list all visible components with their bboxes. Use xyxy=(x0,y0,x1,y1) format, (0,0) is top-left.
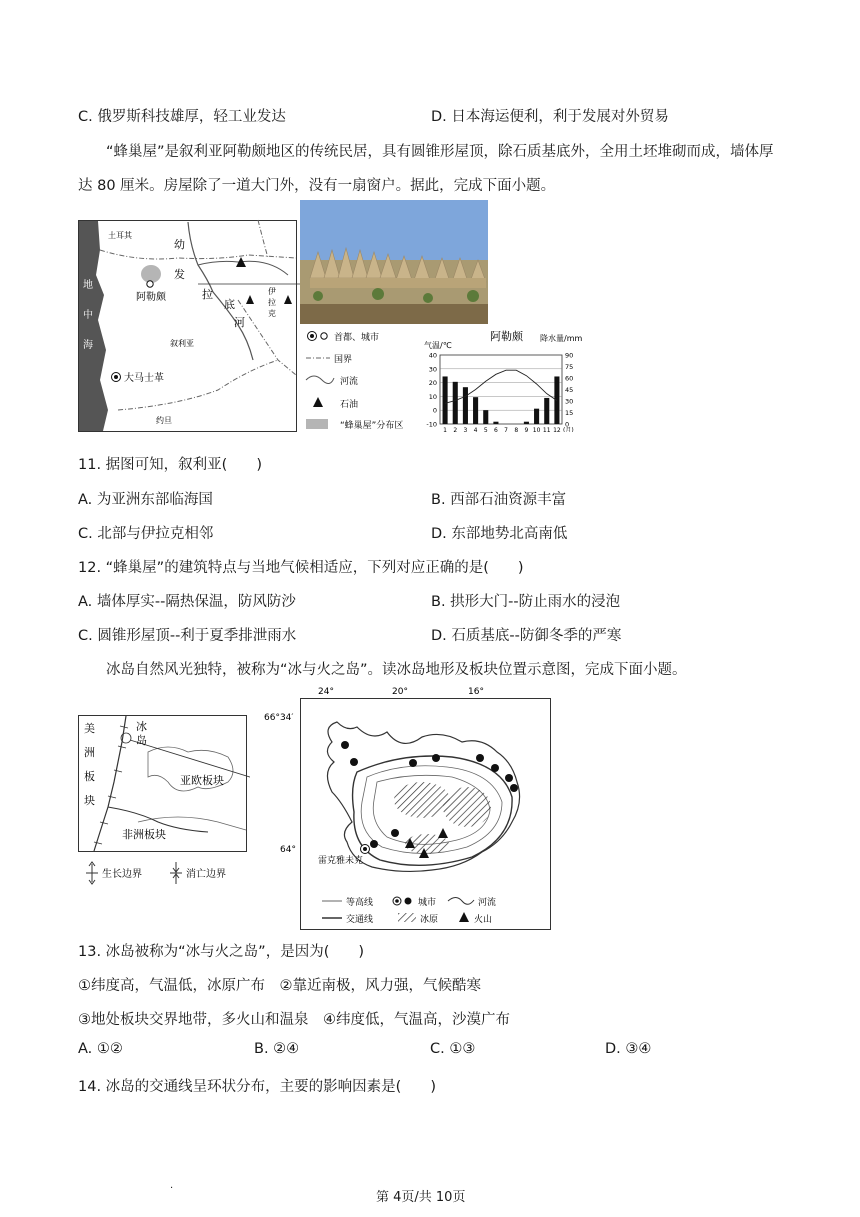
temp-tick-label: 0 xyxy=(432,406,437,415)
legend-road: 交通线 xyxy=(346,915,374,925)
q12-option-d: D. 石质基底--防御冬季的严寒 xyxy=(431,628,622,644)
precip-bar-9 xyxy=(524,422,529,424)
legend-glacier: 冰原 xyxy=(420,915,439,925)
label-lon-24: 24° xyxy=(318,687,334,697)
label-damascus: 大马士革 xyxy=(124,373,164,384)
label-american-plate-3: 板 xyxy=(84,770,95,783)
label-euphrates-4: 底 xyxy=(224,298,235,311)
q13-option-a: A. ①② xyxy=(78,1041,123,1057)
month-tick-label: 7 xyxy=(504,427,508,432)
legend-city: 城市 xyxy=(418,898,437,908)
temp-axis-label: 气温/℃ xyxy=(424,341,452,350)
q13-statement-line1: ①纬度高，气温低，冰原广布 ②靠近南极，风力强，气候酷寒 xyxy=(78,978,481,994)
precip-bar-6 xyxy=(493,422,498,424)
precip-bar-4 xyxy=(473,397,478,424)
month-tick-label: 12 xyxy=(553,427,561,432)
temp-tick-label: 40 xyxy=(428,351,437,360)
label-euphrates-2: 发 xyxy=(174,268,185,281)
legend-capital-city: 首都、城市 xyxy=(334,333,380,343)
q13-statement-line2: ③地处板块交界地带，多火山和温泉 ④纬度低，气温高，沙漠广布 xyxy=(78,1012,510,1028)
precip-bar-11 xyxy=(544,398,549,424)
label-sea-2: 中 xyxy=(83,310,93,321)
label-syria: 叙利亚 xyxy=(170,339,194,348)
q14-stem: 14. 冰岛的交通线呈环状分布，主要的影响因素是( ) xyxy=(78,1079,436,1095)
label-sea-1: 地 xyxy=(83,280,93,291)
precip-bar-5 xyxy=(483,410,488,424)
precip-bar-1 xyxy=(443,376,448,424)
precip-bar-2 xyxy=(453,382,458,424)
q10-option-d: D. 日本海运便利，利于发展对外贸易 xyxy=(431,109,669,125)
month-label: (月) xyxy=(563,427,574,432)
q13-option-d: D. ③④ xyxy=(605,1041,652,1057)
q13-option-b: B. ②④ xyxy=(254,1041,300,1057)
label-african-plate: 非洲板块 xyxy=(122,828,166,841)
label-american-plate-1: 美 xyxy=(84,722,95,735)
precip-tick-label: 60 xyxy=(565,374,574,383)
month-tick-label: 1 xyxy=(443,427,447,432)
q13-option-c: C. ①③ xyxy=(430,1041,476,1057)
precip-tick-label: 75 xyxy=(565,363,574,371)
figure-plates xyxy=(78,712,250,892)
label-sea-3: 海 xyxy=(83,340,93,351)
month-tick-label: 9 xyxy=(524,427,529,432)
month-tick-label: 5 xyxy=(483,427,488,432)
label-jordan: 约旦 xyxy=(156,416,172,425)
label-iceland-1: 冰 xyxy=(136,720,147,733)
label-iceland-2: 岛 xyxy=(136,734,147,747)
subduction-boundary-icon xyxy=(170,862,182,884)
label-american-plate-4: 块 xyxy=(84,794,95,807)
growth-boundary-icon xyxy=(86,862,98,884)
precip-tick-label: 90 xyxy=(565,351,574,360)
month-tick-label: 11 xyxy=(542,427,551,432)
q11-option-b: B. 西部石油资源丰富 xyxy=(431,492,567,508)
precip-tick-label: 15 xyxy=(565,409,574,417)
q11-stem: 11. 据图可知，叙利亚( ) xyxy=(78,457,262,473)
legend-oil: 石油 xyxy=(340,400,359,410)
q12-stem: 12. “蜂巢屋”的建筑特点与当地气候相适应，下列对应正确的是( ) xyxy=(78,560,524,576)
legend-border: 国界 xyxy=(334,355,353,365)
month-tick-label: 3 xyxy=(463,427,468,432)
plates-svg xyxy=(78,712,250,892)
q11-option-c: C. 北部与伊拉克相邻 xyxy=(78,526,214,542)
label-iraq-1: 伊 xyxy=(268,287,276,296)
month-tick-label: 4 xyxy=(473,427,478,432)
label-lon-20: 20° xyxy=(392,687,408,697)
figure-iceland xyxy=(262,682,557,930)
legend-volcano: 火山 xyxy=(474,915,493,925)
label-euphrates-1: 幼 xyxy=(174,238,185,251)
climate-plot xyxy=(426,352,573,433)
q12-option-a: A. 墙体厚实--隔热保温，防风防沙 xyxy=(78,594,296,610)
month-tick-label: 2 xyxy=(453,427,458,432)
legend-beehive-area: “蜂巢屋”分布区 xyxy=(340,421,404,431)
temp-tick-label: 10 xyxy=(428,392,437,401)
month-tick-label: 6 xyxy=(494,427,498,432)
label-reykjavik: 雷克雅未克 xyxy=(318,856,364,866)
label-lon-16: 16° xyxy=(468,687,484,697)
q12-option-c: C. 圆锥形屋顶--利于夏季排泄雨水 xyxy=(78,628,297,644)
oil-icon xyxy=(313,397,323,407)
precip-tick-label: 45 xyxy=(565,386,574,394)
label-eurasian-plate: 亚欧板块 xyxy=(180,774,224,787)
precip-bar-3 xyxy=(463,387,468,424)
legend-river: 河流 xyxy=(478,898,497,908)
figure-syria xyxy=(78,200,590,432)
temp-tick-label: 30 xyxy=(428,365,437,374)
climate-title: 阿勒颇 xyxy=(490,330,523,343)
climate-frame xyxy=(440,355,562,424)
label-euphrates-5: 河 xyxy=(234,316,245,329)
syria-figure-svg xyxy=(78,200,590,432)
legend-contour: 等高线 xyxy=(346,898,374,908)
month-tick-label: 10 xyxy=(532,427,541,432)
page-number: 第 4页/共 10页 xyxy=(376,1190,466,1205)
intro-beehive: “蜂巢屋”是叙利亚阿勒颇地区的传统民居，具有圆锥形屋顶，除石质基底外，全用土坯堆砌而成，墙体厚达 80 厘米。房屋除了一道大门外，没有一扇窗户。据此，完成下面小题。 xyxy=(78,144,774,194)
label-aleppo: 阿勒颇 xyxy=(136,292,166,303)
temperature-line xyxy=(445,370,557,403)
legend-growth-boundary: 生长边界 xyxy=(102,869,142,880)
month-tick-label: 8 xyxy=(514,427,519,432)
temp-tick-label: 20 xyxy=(428,379,437,388)
label-turkey: 土耳其 xyxy=(108,231,132,240)
q11-option-a: A. 为亚洲东部临海国 xyxy=(78,492,213,508)
label-lat-6634: 66°34′ xyxy=(264,713,294,723)
label-lat-64: 64° xyxy=(280,845,296,855)
precip-bar-10 xyxy=(534,409,539,424)
q13-stem: 13. 冰岛被称为“冰与火之岛”，是因为( ) xyxy=(78,944,365,960)
legend-river: 河流 xyxy=(340,377,359,387)
q12-option-b: B. 拱形大门--防止雨水的浸泡 xyxy=(431,594,621,610)
label-iraq-2: 拉 xyxy=(268,298,276,307)
label-iraq-3: 克 xyxy=(268,309,276,318)
q10-option-c: C. 俄罗斯科技雄厚，轻工业发达 xyxy=(78,109,286,125)
precip-tick-label: 0 xyxy=(565,420,570,429)
legend-subduction-boundary: 消亡边界 xyxy=(186,869,226,880)
iceland-svg xyxy=(262,682,557,930)
label-euphrates-3: 拉 xyxy=(202,288,213,301)
label-american-plate-2: 洲 xyxy=(84,746,95,759)
intro-iceland: 冰岛自然风光独特，被称为“冰与火之岛”。读冰岛地形及板块位置示意图，完成下面小题。 xyxy=(106,662,687,678)
precip-tick-label: 30 xyxy=(565,397,574,406)
precip-axis-label: 降水量/mm xyxy=(540,334,583,343)
temp-tick-label: -10 xyxy=(426,420,437,429)
q11-option-d: D. 东部地势北高南低 xyxy=(431,526,568,542)
footer-dot: . xyxy=(170,1180,174,1191)
